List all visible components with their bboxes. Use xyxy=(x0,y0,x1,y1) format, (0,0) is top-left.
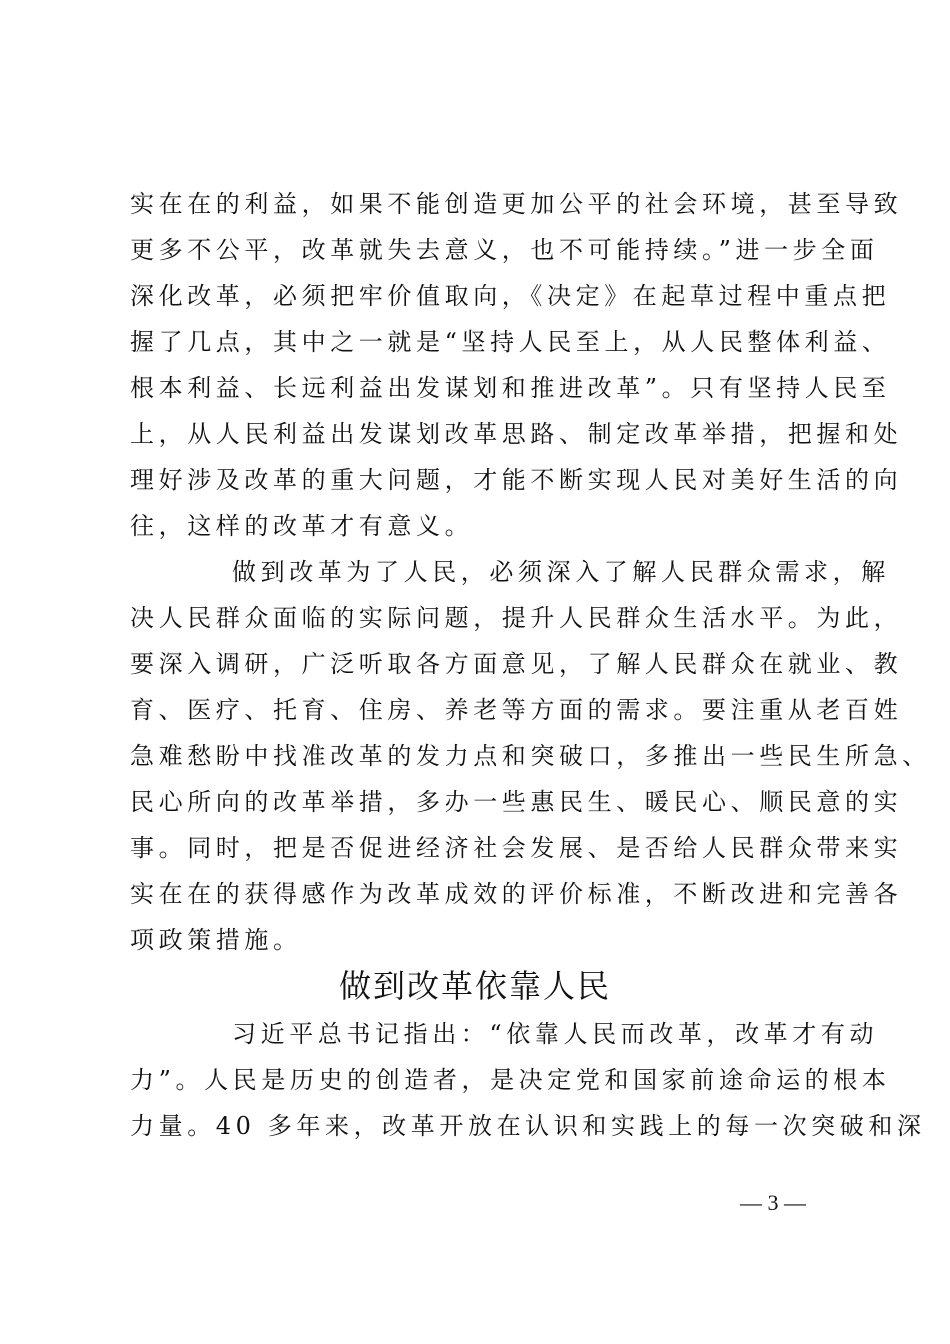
paragraph-line: 民心所向的改革举措，多办一些惠民生、暖民心、顺民意的实 xyxy=(130,788,903,816)
paragraph-line: 往，这样的改革才有意义。 xyxy=(130,512,474,540)
page-number: — 3 — xyxy=(740,1190,806,1215)
paragraph-line: 上，从人民利益出发谋划改革思路、制定改革举措，把握和处 xyxy=(130,420,903,448)
paragraph-line: 项政策措施。 xyxy=(130,926,302,954)
paragraph-line: 深化改革，必须把牢价值取向，《决定》在起草过程中重点把 xyxy=(130,282,891,310)
paragraph-line: 力量。40 多年来，改革开放在认识和实践上的每一次突破和深 xyxy=(130,1112,926,1140)
paragraph-line: 实在在的利益，如果不能创造更加公平的社会环境，甚至导致 xyxy=(130,190,903,218)
paragraph-line: 根本利益、长远利益出发谋划和推进改革”。只有坚持人民至 xyxy=(130,374,891,402)
paragraph-line: 更多不公平，改革就失去意义，也不可能持续。”进一步全面 xyxy=(130,236,879,264)
paragraph-line: 要深入调研，广泛听取各方面意见，了解人民群众在就业、教 xyxy=(130,650,903,678)
paragraph-line: 决人民群众面临的实际问题，提升人民群众生活水平。为此， xyxy=(130,604,903,632)
paragraph-line: 力”。人民是历史的创造者，是决定党和国家前途命运的根本 xyxy=(130,1066,891,1094)
paragraph-line: 握了几点，其中之一就是“坚持人民至上，从人民整体利益、 xyxy=(130,328,891,356)
section-heading: 做到改革依靠人民 xyxy=(338,967,611,1005)
paragraph-line: 事。同时，把是否促进经济社会发展、是否给人民群众带来实 xyxy=(130,834,903,862)
paragraph-line: 理好涉及改革的重大问题，才能不断实现人民对美好生活的向 xyxy=(130,466,903,494)
paragraph-line: 习近平总书记指出：“依靠人民而改革，改革才有动 xyxy=(232,1020,879,1048)
paragraph-line: 实在在的获得感作为改革成效的评价标准，不断改进和完善各 xyxy=(130,880,903,908)
paragraph-line: 做到改革为了人民，必须深入了解人民群众需求，解 xyxy=(232,558,890,586)
paragraph-line: 育、医疗、托育、住房、养老等方面的需求。要注重从老百姓 xyxy=(130,696,903,724)
paragraph-line: 急难愁盼中找准改革的发力点和突破口，多推出一些民生所急、 xyxy=(130,742,931,770)
